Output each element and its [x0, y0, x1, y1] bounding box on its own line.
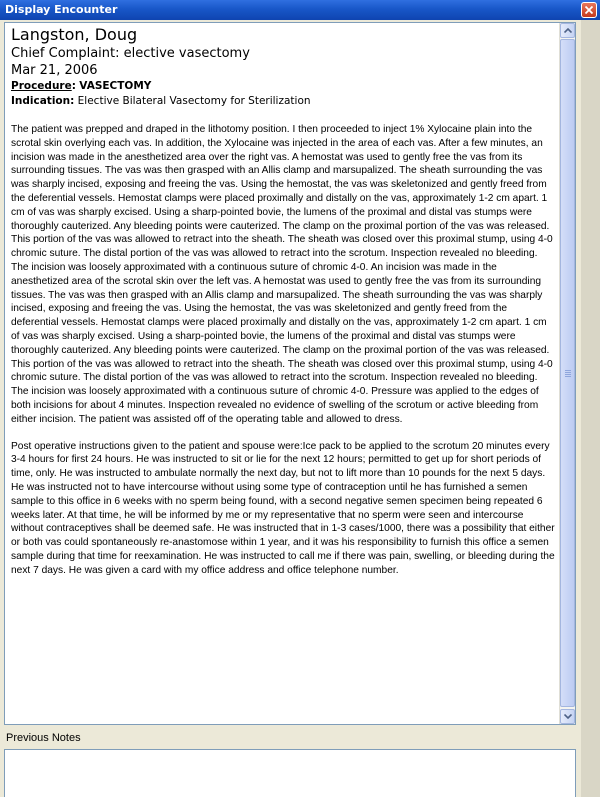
encounter-text-area[interactable] — [4, 22, 576, 725]
indication-value: Elective Bilateral Vasectomy for Sterilization — [77, 95, 311, 107]
title-bar[interactable] — [0, 0, 600, 20]
procedure-colon: : — [71, 80, 76, 92]
indication-label: Indication: — [11, 95, 75, 107]
procedure-value: VASECTOMY — [79, 80, 152, 92]
close-button[interactable] — [581, 2, 597, 18]
window-title: Display Encounter — [5, 3, 118, 16]
procedure-note-paragraph: The patient was prepped and draped in the lithotomy position. I then proceeded to inject 1% Xylocaine plain into the scrotal skin overlying each vas. In addition, the Xylocaine was injected in the area of each vas. After a few minutes, an incision was made in the anesthetized area over the right vas. A hemostat was used to gently free the vas from its surrounding tissues. The vas was then grasped with an Allis clamp and marsupalized. The sheath surrounding the vas was sharply incised, exposing and freeing the vas. Using the hemostat, the vas was skeletonized and gently freed from the deferential vessels. Hemostat clamps were placed proximally and distally on the vas, approximately 1-2 cm apart. 1 cm of vas was sharply excised. Using a sharp-pointed bovie, the lumens of the proximal and distal vas stumps were thoroughly cauterized. Any bleeding points were cauterized. The clamp on the proximal portion of the vas was released. This portion of the vas was allowed to retract into the sheath. The sheath was closed over this proximal stump, using 4-0 chromic suture. The distal portion of the vas was allowed to retract into the scrotum. Inspection revealed no bleeding. The incision was loosely approximated with a continuous suture of chromic 4-0. An incision was made in the anesthetized area of the scrotal skin over the left vas. A hemostat was used to gently free the vas from its surrounding tissues. The vas was then grasped with an Allis clamp and marsupalized. The sheath surrounding the vas was sharply incised, exposing and freeing the vas. Using the hemostat, the vas was skeletonized and gently freed from the deferential vessels. Hemostat clamps were placed proximally and distally on the vas, approximately 1-2 cm apart. 1 cm of vas was sharply excised. Using a sharp-pointed bovie, the lumens of the proximal and distal vas stumps were thoroughly cauterized. Any bleeding points were cauterized. The clamp on the proximal portion of the vas was released. This portion of the vas was allowed to retract into the sheath. The sheath was closed over this proximal stump, using 4-0 chromic suture. The distal portion of the vas was allowed to retract into the scrotum. Inspection revealed no bleeding. The incision was loosely approximated with a continuous suture of chromic 4-0. Pressure was applied to the edges of both incisions for about 4 minutes. Inspection revealed no evidence of swelling of the scrotum or active bleeding from either incision. The patient was assisted off of the operating table and allowed to dress. — [11, 124, 553, 425]
chevron-down-icon — [564, 714, 572, 719]
window-right-edge — [581, 20, 600, 797]
chevron-up-icon — [564, 28, 572, 33]
close-x-icon — [585, 6, 593, 14]
procedure-label: Procedure — [11, 80, 72, 92]
previous-notes-label: Previous Notes — [6, 732, 81, 744]
scroll-down-button[interactable] — [560, 709, 575, 724]
post-op-instructions-paragraph: Post operative instructions given to the patient and spouse were:Ice pack to be applied to the scrotum 20 minutes every 3-4 hours for first 24 hours. He was instructed to sit or lie for the next 12 hours; permitted to get up for short periods of time, only. He was instructed to ambulate normally the next day, but not to lift more than 10 pounds for the next 5 days. He was instructed not to have intercourse without using some type of contraception until he has furnished a semen sample to this office in 6 weeks with no sperm being found, with a second negative semen specimen being repeated 6 weeks later. At that time, he will be informed by me or my representative that no sperm were seen and intercourse without contraceptives shall be deemed safe. He was instructed that in 1-3 cases/1000, there was a possibility that either or both vas could spontaneously re-anastomose within 1 year, and it was his responsibility to furnish this office a semen sample during that time for reexamination. He was instructed to call me if there was pain, swelling, or bleeding during the next 7 days. He was given a card with my office address and office telephone number. — [11, 440, 555, 576]
vertical-scrollbar[interactable] — [559, 23, 575, 724]
procedure-line — [11, 79, 557, 94]
encounter-date: Mar 21, 2006 — [11, 63, 98, 78]
scroll-up-button[interactable] — [560, 23, 575, 38]
scroll-grip-icon — [565, 370, 571, 378]
previous-notes-field[interactable] — [4, 749, 576, 797]
indication-line — [11, 94, 557, 109]
encounter-content — [11, 25, 557, 578]
scroll-thumb[interactable] — [560, 39, 575, 707]
patient-name: Langston, Doug — [11, 25, 138, 44]
chief-complaint: Chief Complaint: elective vasectomy — [11, 46, 250, 61]
